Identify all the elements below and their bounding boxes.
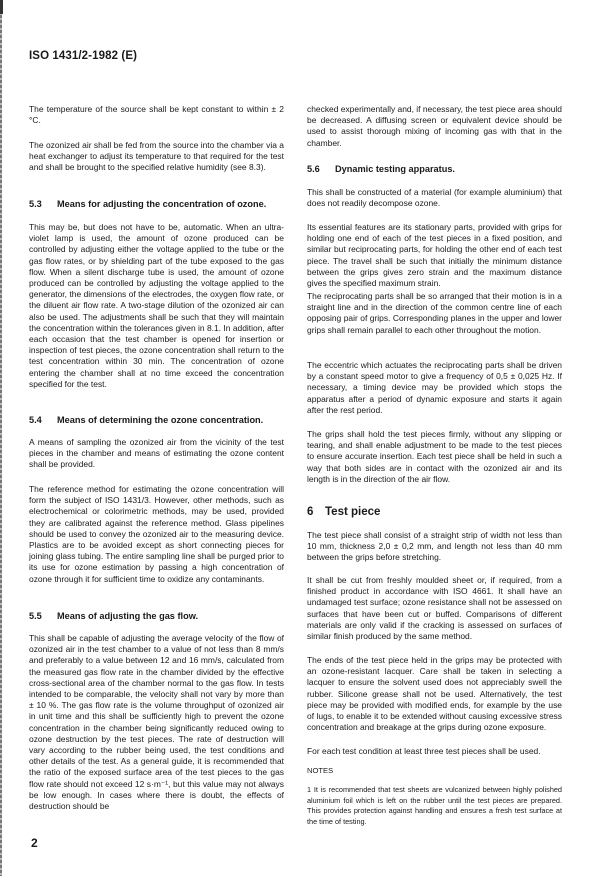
paragraph: The grips shall hold the test pieces firmly, without any slipping or tearing, and shall enable adjustment to be made to the test pieces to ensure accurate insertion. Each test piece shall be held in such a way that both sides are in contact with the ozonized air and its length is in the direction of the air flow.	[307, 429, 562, 484]
section-heading-5-6: 5.6 Dynamic testing apparatus.	[307, 164, 455, 174]
scan-left-edge-mark	[0, 0, 3, 14]
paragraph: The ozonized air shall be fed from the source into the chamber via a heat exchanger to adjust its temperature to that required for the test and shall be brought to the specified relative humidity (see 8.3).	[29, 140, 284, 173]
paragraph: This shall be constructed of a material (for example aluminium) that does not readily decompose ozone.	[307, 187, 562, 209]
section-heading-5-5: 5.5 Means of adjusting the gas flow.	[29, 611, 199, 621]
paragraph: The reciprocating parts shall be so arranged that their motion is in a straight line and in the direction of the common centre line of each opposing pair of grips. Corresponding planes in the upper and lower grips shall remain parallel to each other throughout the motion.	[307, 291, 562, 335]
page-number: 2	[31, 836, 38, 850]
note-1: 1 It is recommended that test sheets are vulcanized between highly polished aluminium foil which is left on the rubber until the test pieces are prepared. This provides protection against handling and ensures a fresh test surface at the time of testing.	[307, 785, 562, 826]
notes-label: NOTES	[307, 766, 334, 775]
paragraph: This shall be capable of adjusting the average velocity of the flow of ozonized air in the test chamber to a value of not less than 8 mm/s and preferably to a value between 12 and 16 mm/s, calculated from the measured gas flow rate in the chamber divided by the effective cross-sectional area of the chamber normal to the gas flow. In tests intended to be comparable, the velocity shall not vary by more than ± 10 %. The gas flow rate is the volume throughput of ozonized air in unit time and this shall be sufficiently high to prevent the ozone concentration in the chamber being significantly reduced owing to ozone destruction by the test pieces. The rate of destruction will vary according to the rubber being used, the test conditions and other details of the test. As a general guide, it is recommended that the ratio of the exposed surface area of the test pieces to the gas flow rate should not exceed 12 s·m⁻¹, but this value may not always be low enough. In cases where there is doubt, the effects of destruction should be	[29, 633, 284, 812]
paragraph: This may be, but does not have to be, automatic. When an ultra-violet lamp is used, the amount of ozone produced can be controlled by adjusting either the voltage applied to the tube or the gas flow rates, or by shielding part of the tube exposed to the gas flow. When a silent discharge tube is used, the amount of ozone produced can be controlled by adjusting the voltage applied to the generator, the dimensions of the electrodes, the oxygen flow rate, or the diluent air flow rate. A two-stage dilution of the ozonized air can also be used. The adjustments shall be such that they will maintain the concentration within the tolerances given in 8.1. In addition, after each occasion that the test chamber is opened for insertion or inspection of test pieces, the ozone concentration shall return to the test concentration within 30 min. The concentration of ozone entering the chamber shall at no time exceed the concentration specified for the test.	[29, 222, 284, 389]
paragraph: The eccentric which actuates the reciprocating parts shall be driven by a constant speed motor to give a frequency of 0,5 ± 0,025 Hz. If necessary, a timing device may be provided which stops the apparatus after a period of dynamic exposure and starts it again after the rest period.	[307, 360, 562, 415]
paragraph: It shall be cut from freshly moulded sheet or, if required, from a finished product in accordance with ISO 4661. It shall have an undamaged test surface; ozone resistance shall not be assessed on surfaces that have been cut or buffed. Comparisons of different materials are only valid if the cracking is assessed on surfaces of similar finish produced by the same method.	[307, 575, 562, 642]
paragraph: The ends of the test piece held in the grips may be protected with an ozone-resistant lacquer. Care shall be taken in selecting a lacquer to ensure the solvent used does not appreciably swell the rubber. Silicone grease shall not be used. Alternatively, the test piece may be provided with modified ends, for example by the use of lugs, to enable it to be extended without causing excessive stress concentration and breakage at the grips during ozone exposure.	[307, 655, 562, 733]
paragraph: The temperature of the source shall be kept constant to within ± 2 °C.	[29, 104, 284, 126]
section-heading-5-4: 5.4 Means of determining the ozone concentration.	[29, 415, 264, 425]
paragraph: The test piece shall consist of a straight strip of width not less than 10 mm, thickness 2,0 ± 0,2 mm, and length not less than 40 mm between the grips before stretching.	[307, 530, 562, 563]
document-header: ISO 1431/2-1982 (E)	[29, 50, 138, 62]
paragraph: checked experimentally and, if necessary, the test piece area should be decreased. A diffusing screen or equivalent device should be used to assist thorough mixing of incoming gas with that in the chamber.	[307, 104, 562, 148]
section-heading-6: 6 Test piece	[307, 506, 381, 518]
paragraph: A means of sampling the ozonized air from the vicinity of the test pieces in the chamber and means of estimating the ozone content shall be provided.	[29, 437, 284, 470]
paragraph: The reference method for estimating the ozone concentration will form the subject of ISO 1431/3. However, other methods, such as electrochemical or colorimetric methods, may be used, provided they are calibrated against the reference method. Glass pipelines should be used to convey the ozonized air to the measuring device. Plastics are to be avoided except as short connecting pieces for joining glass tubing. The entire sampling line shall be purged prior to its use for ozone estimation by passing a high concentration of ozone through it for sufficient time to oxidize any contaminants.	[29, 484, 284, 584]
paragraph: Its essential features are its stationary parts, provided with grips for holding one end of each of the test pieces in a fixed position, and similar but reciprocating parts, for holding the other end of each test piece. The travel shall be such that initially the minimum distance between the grips gives zero strain and the maximum distance gives the specified maximum strain.	[307, 222, 562, 289]
scan-left-edge	[0, 0, 2, 876]
section-heading-5-3: 5.3 Means for adjusting the concentration of ozone.	[29, 199, 267, 209]
paragraph: For each test condition at least three test pieces shall be used.	[307, 746, 541, 756]
